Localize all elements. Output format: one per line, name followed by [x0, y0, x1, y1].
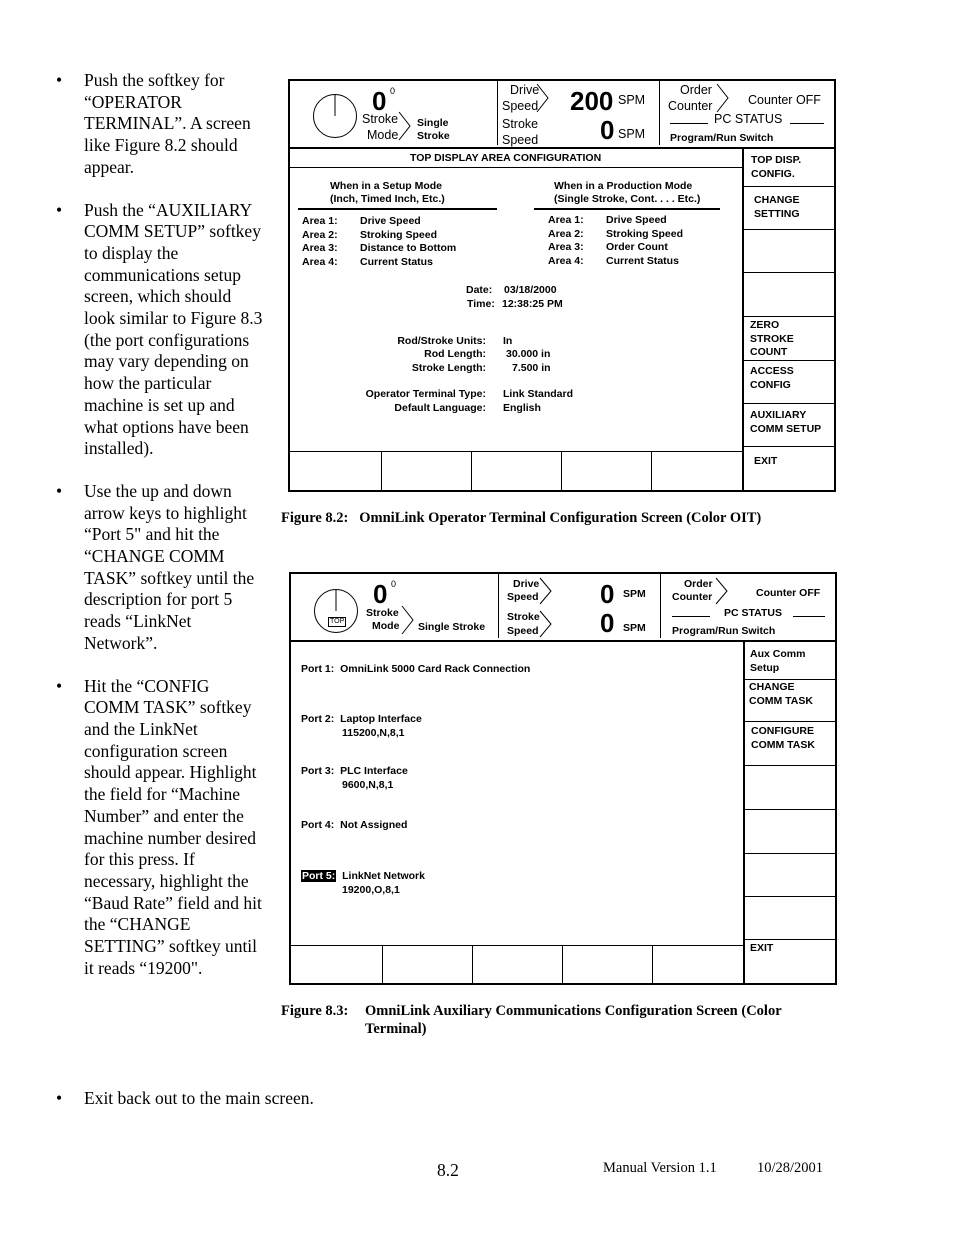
mode-label: Mode: [367, 128, 399, 142]
softkey-column-border: [743, 640, 745, 983]
mode-value: Single Stroke: [418, 621, 486, 633]
divider: [291, 945, 745, 946]
drive-speed-value: 0: [600, 579, 615, 609]
list-item: Area 1: Drive Speed: [548, 214, 667, 226]
date-value: 03/18/2000: [504, 284, 557, 296]
program-run-switch: Program/Run Switch: [672, 625, 776, 637]
figure-caption: OmniLink Auxiliary Communications Configuration Screen (Color Terminal): [365, 1003, 782, 1037]
divider: [744, 316, 834, 317]
stroke-count-sup: 0: [391, 579, 397, 589]
port-row[interactable]: Port 1: OmniLink 5000 Card Rack Connection: [301, 663, 531, 675]
softkey-divider: [382, 945, 383, 983]
change-comm-task-softkey[interactable]: CHANGE COMM TASK: [749, 681, 813, 707]
access-config-softkey[interactable]: ACCESS CONFIG: [750, 365, 794, 391]
divider: [298, 208, 497, 210]
stroke-length-label: Stroke Length:: [411, 362, 486, 374]
time-label: Time:: [467, 298, 495, 310]
manual-version: Manual Version 1.1: [603, 1160, 717, 1176]
chevron-right-icon: [716, 83, 730, 113]
default-language-label: Default Language:: [394, 402, 486, 414]
list-item: Area 2: Stroking Speed: [548, 227, 684, 240]
instruction-item: • Exit back out to the main screen.: [56, 1087, 314, 1109]
divider: [744, 360, 834, 361]
softkey-divider: [651, 451, 652, 490]
selected-port-highlight: Port 5:: [302, 870, 336, 882]
stroke-speed-label: Speed: [507, 625, 539, 637]
top-badge: TOP: [330, 618, 345, 625]
spm-unit: SPM: [618, 127, 646, 141]
divider: [497, 81, 498, 145]
softkey-divider: [381, 451, 382, 490]
divider: [745, 765, 835, 766]
pc-status: PC STATUS: [724, 607, 782, 619]
stroke-length-value: 7.500 in: [512, 362, 551, 374]
stroke-dial-icon: [313, 588, 359, 634]
spm-unit: SPM: [618, 93, 646, 107]
divider: [290, 147, 834, 149]
drive-speed-label: Speed: [507, 591, 539, 603]
divider: [745, 896, 835, 897]
operator-terminal-config-screen: [288, 79, 836, 492]
program-run-switch: Program/Run Switch: [670, 132, 774, 144]
divider: [744, 186, 834, 187]
divider: [498, 574, 499, 638]
divider: [744, 229, 834, 230]
chevron-right-icon: [401, 605, 415, 635]
softkey-divider: [472, 945, 473, 983]
instruction-item: • Push the softkey for “OPERATOR TERMINAL”. A screen like Figure 8.2 should appear.: [56, 70, 266, 179]
instruction-item: • Hit the “CONFIG COMM TASK” softkey and the LinkNet configuration screen should appear. Highlight the field for “Machine Number” and enter the machine number desired for this press. If necessary, highlight the “Baud Rate” field and hit the “CHANGE SETTING” softkey until it reads “19200".: [56, 676, 266, 980]
port-row-selected[interactable]: Port 5: LinkNet Network 19200,O,8,1: [302, 870, 425, 896]
divider: [790, 123, 824, 124]
default-language-value: English: [503, 402, 541, 414]
change-setting-softkey[interactable]: CHANGE SETTING: [754, 194, 800, 220]
auxiliary-comm-setup-softkey[interactable]: AUXILIARY COMM SETUP: [750, 409, 822, 435]
order-counter-label: Counter: [668, 99, 713, 113]
divider: [745, 939, 835, 940]
softkey-divider: [652, 945, 653, 983]
divider: [744, 272, 834, 273]
rod-length-label: Rod Length:: [424, 348, 486, 360]
terminal-type-value: Link Standard: [503, 388, 574, 400]
mode-value: Single: [417, 117, 449, 129]
setup-mode-heading: (Inch, Timed Inch, Etc.): [330, 193, 445, 205]
instruction-item: • Use the up and down arrow keys to highlight “Port 5" and hit the “CHANGE COMM TASK” softkey until the description for port 5 reads “LinkNet Network”.: [56, 481, 266, 655]
setup-mode-heading: When in a Setup Mode: [330, 180, 442, 192]
order-counter-label: Order: [680, 83, 712, 97]
divider: [745, 809, 835, 810]
divider: [745, 679, 835, 680]
drive-speed-label: Drive: [510, 83, 540, 97]
spm-unit: SPM: [623, 622, 646, 634]
order-counter-label: Order: [684, 578, 713, 590]
drive-speed-value: 200: [570, 86, 614, 116]
divider: [660, 574, 661, 638]
softkey-column-border: [742, 147, 744, 490]
stroke-count-sup: 0: [390, 86, 396, 96]
divider: [672, 616, 710, 617]
stroke-dial-icon: [312, 93, 358, 139]
divider: [670, 123, 708, 124]
setup-area-list: [302, 215, 456, 269]
spm-unit: SPM: [623, 588, 646, 600]
mode-label: Mode: [372, 620, 400, 632]
rod-length-value: 30.000 in: [506, 348, 551, 360]
divider: [745, 853, 835, 854]
stroke-speed-value: 0: [600, 608, 615, 638]
list-item: Area 4: Current Status: [548, 254, 679, 267]
rod-stroke-units-label: Rod/Stroke Units:: [397, 335, 486, 347]
date-label: Date:: [466, 284, 493, 296]
instruction-item: • Push the “AUXILIARY COMM SETUP” softkey to display the communications setup screen, which should look similar to Figure 8.3 (the port configurations may vary depending on how the particular machine is set up and what options have been installed).: [56, 200, 266, 460]
divider: [793, 616, 825, 617]
drive-speed-label: Drive: [513, 578, 540, 590]
list-item: Area 1: Drive Speed: [302, 215, 421, 227]
stroke-speed-label: Speed: [502, 133, 539, 147]
list-item: Area 3: Order Count: [548, 241, 668, 253]
auxiliary-comm-config-screen: [289, 572, 837, 985]
production-mode-heading: (Single Stroke, Cont. . . . Etc.): [554, 193, 701, 205]
exit-softkey[interactable]: EXIT: [754, 455, 778, 467]
pc-status: PC STATUS: [714, 112, 783, 126]
configure-comm-task-softkey[interactable]: CONFIGURE COMM TASK: [751, 725, 815, 751]
port-row[interactable]: Port 3: PLC Interface 9600,N,8,1: [301, 765, 408, 791]
figure-caption: Figure 8.3:: [281, 1003, 349, 1019]
softkey-divider: [471, 451, 472, 490]
rod-stroke-units-value: In: [503, 335, 513, 347]
page-number: 8.2: [437, 1160, 459, 1180]
softkey-divider: [561, 451, 562, 490]
page-title: TOP DISPLAY AREA CONFIGURATION: [410, 152, 602, 164]
counter-status: Counter OFF: [756, 587, 821, 599]
chevron-right-icon: [398, 111, 412, 141]
list-item: Area 3: Distance to Bottom: [302, 242, 457, 254]
divider: [534, 208, 720, 210]
time-value: 12:38:25 PM: [502, 298, 563, 310]
production-area-list: [548, 214, 683, 268]
divider: [744, 446, 834, 447]
stroke-speed-value: 0: [600, 115, 615, 145]
manual-date: 10/28/2001: [757, 1160, 824, 1176]
stroke-count: 0: [373, 579, 388, 609]
aux-comm-setup-softkey[interactable]: Aux Comm Setup: [750, 648, 806, 674]
list-item: Area 2: Stroking Speed: [302, 228, 438, 241]
terminal-type-label: Operator Terminal Type:: [365, 388, 486, 400]
divider: [290, 451, 744, 452]
divider: [659, 81, 660, 145]
production-mode-heading: When in a Production Mode: [554, 180, 693, 192]
top-disp-config-softkey[interactable]: TOP DISP. CONFIG.: [751, 154, 802, 180]
drive-speed-label: Speed: [502, 99, 539, 113]
stroke-speed-label: Stroke: [507, 611, 540, 623]
divider: [291, 640, 835, 642]
figure-caption: Figure 8.2: OmniLink Operator Terminal Configuration Screen (Color OIT): [281, 510, 762, 526]
port-row[interactable]: Port 2: Laptop Interface 115200,N,8,1: [301, 713, 422, 739]
stroke-speed-label: Stroke: [502, 117, 539, 131]
exit-softkey[interactable]: EXIT: [750, 942, 774, 954]
stroke-label: Stroke: [366, 607, 399, 619]
divider: [290, 167, 744, 168]
stroke-label: Stroke: [362, 112, 399, 126]
softkey-divider: [562, 945, 563, 983]
mode-value: Stroke: [417, 130, 450, 142]
order-counter-label: Counter: [672, 591, 713, 603]
list-item: Area 4: Current Status: [302, 255, 433, 268]
counter-status: Counter OFF: [748, 93, 821, 107]
chevron-right-icon: [539, 610, 553, 638]
chevron-right-icon: [715, 577, 729, 605]
divider: [744, 403, 834, 404]
port-row[interactable]: Port 4: Not Assigned: [301, 819, 408, 831]
zero-stroke-count-softkey[interactable]: ZERO STROKE COUNT: [750, 319, 794, 358]
chevron-right-icon: [536, 83, 550, 113]
divider: [745, 721, 835, 722]
chevron-right-icon: [539, 577, 553, 605]
stroke-count: 0: [372, 86, 387, 116]
instruction-list: [56, 70, 266, 1000]
